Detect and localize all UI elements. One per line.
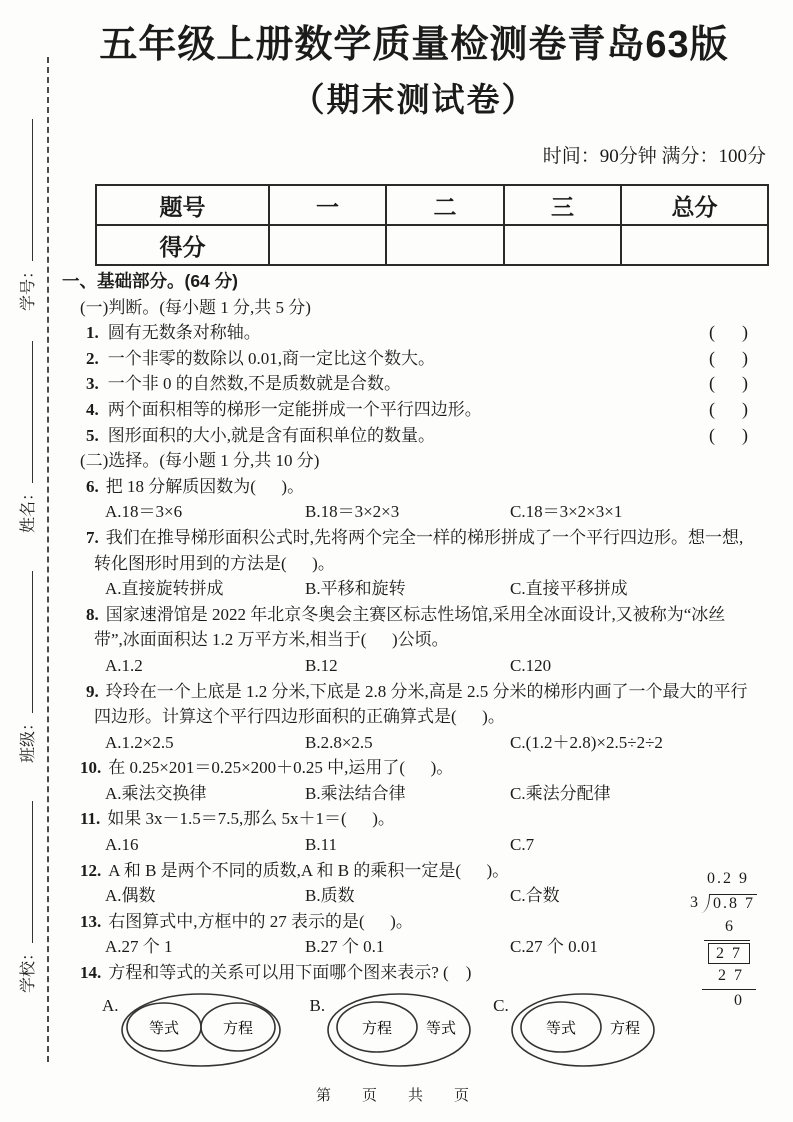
question-text: 两个面积相等的梯形一定能拼成一个平行四边形。 [107,399,482,419]
class-label: 班级： [20,714,37,763]
option-b: B.质数 [305,886,355,906]
division-rule-2 [702,989,756,990]
question-number: 3. [86,374,99,394]
score-cell-part3 [504,225,621,265]
page-footer: 第 页 共 页 [315,1088,477,1104]
option-c: C.合数 [510,886,560,906]
division-bracket-row [690,894,757,913]
class-fill-line [18,571,33,713]
score-cell-total [621,225,768,265]
option-a: A.乘法交换律 [105,783,207,803]
option-b: B.27 个 0.1 [305,937,385,957]
division-divisor: 3 [690,894,700,911]
venn-a-left-label: 等式 [148,1020,179,1037]
choice-question-9 [58,679,774,705]
division-step2: 2 7 [718,967,744,984]
school-fill-line [18,801,33,943]
question-number: 10. [80,758,102,778]
question-text: 右图算式中,方框中的 27 表示的是( )。 [108,911,413,931]
venn-c-outer-label: 方程 [609,1020,640,1037]
option-b: B.11 [305,835,337,855]
question-13-options [58,934,774,960]
choice-question-6 [58,474,774,500]
question-6-options [58,499,774,525]
name-label: 姓名： [20,484,37,533]
option-c: C.(1.2＋2.8)×2.5÷2÷2 [510,732,663,752]
option-c: C.乘法分配律 [510,783,611,803]
question-text: 方程和等式的关系可以用下面哪个图来表示? ( ) [108,963,472,983]
question-number: 8. [86,604,99,624]
option-b: B.平移和旋转 [305,579,406,599]
option-b: B.2.8×2.5 [305,732,373,752]
question-text: 图形面积的大小,就是含有面积单位的数量。 [107,425,435,445]
venn-a-right-label: 方程 [222,1020,253,1037]
question-number: 14. [80,963,102,983]
venn-diagram-b [325,991,475,1069]
exam-body [58,269,774,1071]
judge-question-1 [58,320,774,346]
score-table [95,184,769,266]
choice-question-11 [58,806,774,832]
option-c: C.120 [510,655,552,675]
question-text: 如果 3x－1.5＝7.5,那么 5x＋1＝( )。 [107,809,395,829]
venn-b-outer-label: 等式 [426,1020,457,1037]
score-cell-part1 [269,225,386,265]
exam-subtitle: （期末测试卷） [291,81,537,118]
question-text: 一个非零的数除以 0.01,商一定比这个数大。 [107,348,435,368]
choice-question-10 [58,755,774,781]
exam-header [58,22,770,168]
score-row-label: 得分 [96,225,269,265]
choice-question-12 [58,858,774,884]
page-title: 五年级上册数学质量检测卷青岛63版 [99,24,729,66]
score-header-part1: 一 [269,185,386,225]
question-9-options [58,730,774,756]
question-11-options [58,832,774,858]
question-7-continuation: 转化图形时用到的方法是( )。 [94,553,335,573]
option-a: A.1.2×2.5 [105,732,174,752]
venn-b-inner-label: 方程 [362,1020,393,1037]
answer-bracket: ( ) [709,322,748,343]
option-a: A.直接旋转拼成 [105,579,224,599]
answer-bracket: ( ) [709,398,748,419]
question-text: 玲玲在一个上底是 1.2 分米,下底是 2.8 分米,高是 2.5 分米的梯形内画了一个最大的平行 [105,681,748,701]
question-text: 我们在推导梯形面积公式时,先将两个完全一样的梯形拼成了一个平行四边形。想一想, [105,527,744,547]
name-fill-line [18,341,33,483]
choice-question-7 [58,525,774,551]
margin-dashed-line [47,57,49,1062]
option-a: A.18＝3×6 [105,502,183,522]
question-text: 把 18 分解质因数为( )。 [105,476,305,496]
question-number: 5. [86,425,99,445]
question-number: 11. [80,809,101,829]
question-8-continuation: 带”,冰面面积达 1.2 万平方米,相当于( )公顷。 [94,630,449,650]
venn-diagram-a [119,991,284,1069]
option-a: A.1.2 [105,655,143,675]
option-c: C.直接平移拼成 [510,579,628,599]
division-boxed-27: 2 7 [708,943,750,964]
score-header-part3: 三 [504,185,621,225]
score-header-part2: 二 [386,185,504,225]
option-b: B.12 [305,655,338,675]
question-number: 1. [86,323,99,343]
division-figure [688,866,778,1009]
choice-question-13 [58,909,774,935]
score-table-header-row [96,185,768,225]
question-8-options [58,653,774,679]
time-score-meta: 时间：90分钟 满分：100分 [542,146,766,167]
option-c: C.27 个 0.01 [510,937,598,957]
answer-bracket: ( ) [709,424,748,445]
division-step1: 6 [725,918,735,935]
question-number: 12. [80,860,102,880]
option-b: B.18＝3×2×3 [305,502,400,522]
score-header-tihao: 题号 [96,185,269,225]
question-number: 2. [86,348,99,368]
option-c: C.7 [510,835,535,855]
score-header-total: 总分 [621,185,768,225]
section1-heading: 一、基础部分。(64 分) [62,271,238,291]
question-number: 6. [86,476,99,496]
option-c: C.18＝3×2×3×1 [510,502,623,522]
score-table-score-row [96,225,768,265]
question-text: 圆有无数条对称轴。 [107,323,261,343]
option-a: A.27 个 1 [105,937,173,957]
venn-a-label: A. [102,995,119,1015]
option-a: A.偶数 [105,886,156,906]
question-14-diagrams [58,991,774,1071]
question-text: A 和 B 是两个不同的质数,A 和 B 的乘积一定是( )。 [108,860,510,880]
judge-question-4 [58,397,774,423]
division-remainder: 0 [734,992,744,1009]
question-number: 13. [80,911,102,931]
question-number: 9. [86,681,99,701]
answer-bracket: ( ) [709,347,748,368]
question-7-options [58,576,774,602]
venn-b-label: B. [309,995,326,1015]
school-label: 学校： [20,944,37,993]
judge-question-5 [58,423,774,449]
student-id-fill-line [18,119,33,261]
division-bracket-icon [701,894,710,913]
name-field [15,341,37,533]
division-rule-1 [704,940,750,941]
judge-question-2 [58,346,774,372]
venn-c-label: C. [493,995,509,1015]
venn-diagram-c [509,991,659,1069]
option-a: A.16 [105,835,139,855]
question-9-continuation: 四边形。计算这个平行四边形面积的正确算式是( )。 [94,707,505,727]
student-id-field [15,119,37,311]
question-number: 4. [86,399,99,419]
answer-bracket: ( ) [709,373,748,394]
score-cell-part2 [386,225,504,265]
option-b: B.乘法结合律 [305,783,406,803]
judge-section-heading: (一)判断。(每小题 1 分,共 5 分) [80,297,311,317]
choice-section-heading: (二)选择。(每小题 1 分,共 10 分) [80,451,320,471]
venn-c-inner-label: 等式 [545,1020,576,1037]
question-number: 7. [86,527,99,547]
student-id-label: 学号： [20,262,37,311]
choice-question-8 [58,602,774,628]
question-text: 一个非 0 的自然数,不是质数就是合数。 [107,374,401,394]
choice-question-14 [58,960,774,986]
question-12-options [58,883,774,909]
division-dividend: 0.8 7 [710,894,757,913]
question-10-options [58,781,774,807]
school-field [15,801,37,993]
class-field [15,571,37,763]
division-quotient: 0.2 9 [707,870,749,887]
question-text: 国家速滑馆是 2022 年北京冬奥会主赛区标志性场馆,采用全冰面设计,又被称为“冰丝 [105,604,726,624]
judge-question-3 [58,371,774,397]
question-text: 在 0.25×201＝0.25×200＋0.25 中,运用了( )。 [108,758,454,778]
